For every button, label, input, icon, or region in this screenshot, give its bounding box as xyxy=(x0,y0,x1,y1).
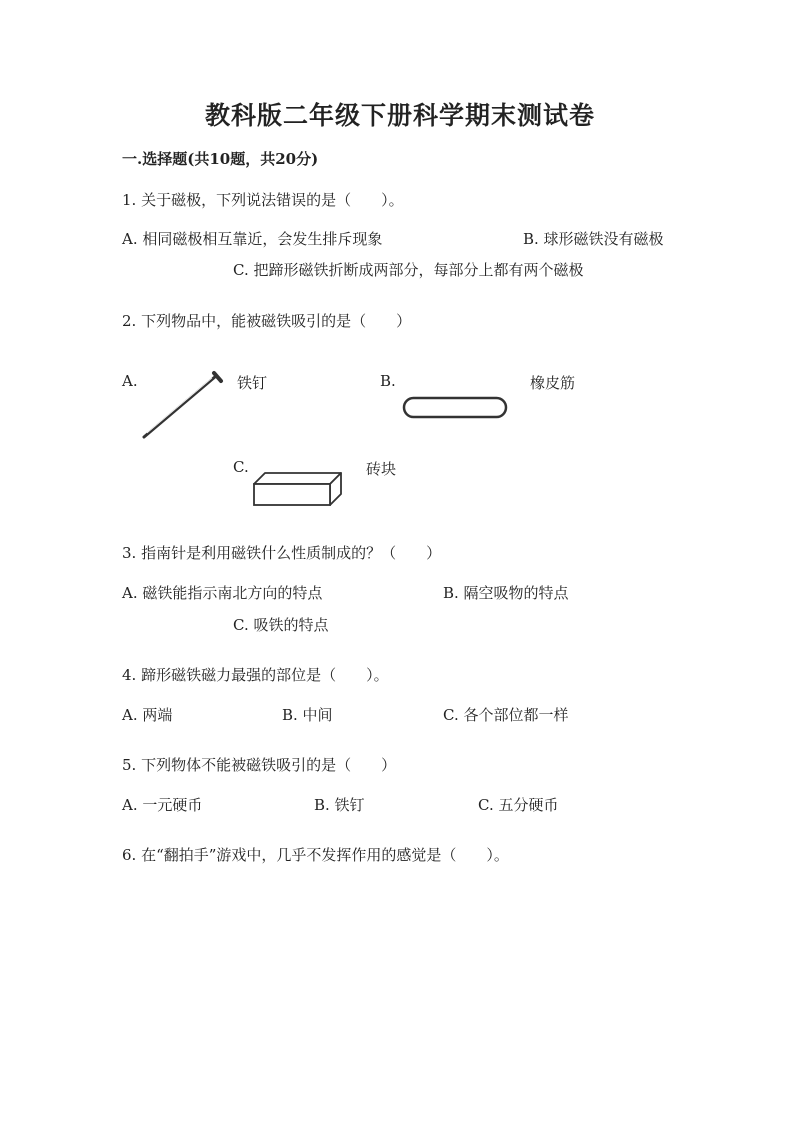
nail-icon xyxy=(138,370,228,442)
question-2-option-a-letter: A. xyxy=(122,372,138,390)
question-2-option-c-letter: C. xyxy=(233,458,249,476)
question-3-option-b: B. 隔空吸物的特点 xyxy=(443,584,569,602)
question-2-stem: 2. 下列物品中，能被磁铁吸引的是（ ） xyxy=(122,312,412,330)
brick-icon xyxy=(252,470,344,510)
question-3-option-c: C. 吸铁的特点 xyxy=(233,616,329,634)
question-5-stem: 5. 下列物体不能被磁铁吸引的是（ ） xyxy=(122,756,397,774)
page-title: 教科版二年级下册科学期末测试卷 xyxy=(204,101,595,130)
question-1-option-b: B. 球形磁铁没有磁极 xyxy=(523,230,664,248)
question-5-option-a: A. 一元硬币 xyxy=(122,796,203,814)
question-4-option-a: A. 两端 xyxy=(122,706,173,724)
question-1-option-a: A. 相同磁极相互靠近，会发生排斥现象 xyxy=(122,230,383,248)
question-5-option-b: B. 铁钉 xyxy=(314,796,365,814)
question-4-option-b: B. 中间 xyxy=(282,706,333,724)
question-4-stem: 4. 蹄形磁铁磁力最强的部位是（ ）。 xyxy=(122,666,389,684)
question-6-stem: 6. 在“翻拍手”游戏中，几乎不发挥作用的感觉是（ ）。 xyxy=(122,846,509,864)
question-2-option-b-label: 橡皮筋 xyxy=(530,374,576,392)
question-5-option-c: C. 五分硬币 xyxy=(478,796,559,814)
question-4-option-c: C. 各个部位都一样 xyxy=(443,706,569,724)
question-2-option-c-label: 砖块 xyxy=(366,460,397,478)
question-1-option-c: C. 把蹄形磁铁折断成两部分，每部分上都有两个磁极 xyxy=(233,261,584,279)
section-heading: 一.选择题(共10题，共20分) xyxy=(122,150,319,168)
rubber-band-icon xyxy=(402,395,508,421)
question-3-stem: 3. 指南针是利用磁铁什么性质制成的？（ ） xyxy=(122,544,442,562)
question-2-option-a-label: 铁钉 xyxy=(237,374,268,392)
question-3-option-a: A. 磁铁能指示南北方向的特点 xyxy=(122,584,323,602)
question-1-stem: 1. 关于磁极，下列说法错误的是（ ）。 xyxy=(122,191,404,209)
question-2-option-b-letter: B. xyxy=(380,372,396,390)
